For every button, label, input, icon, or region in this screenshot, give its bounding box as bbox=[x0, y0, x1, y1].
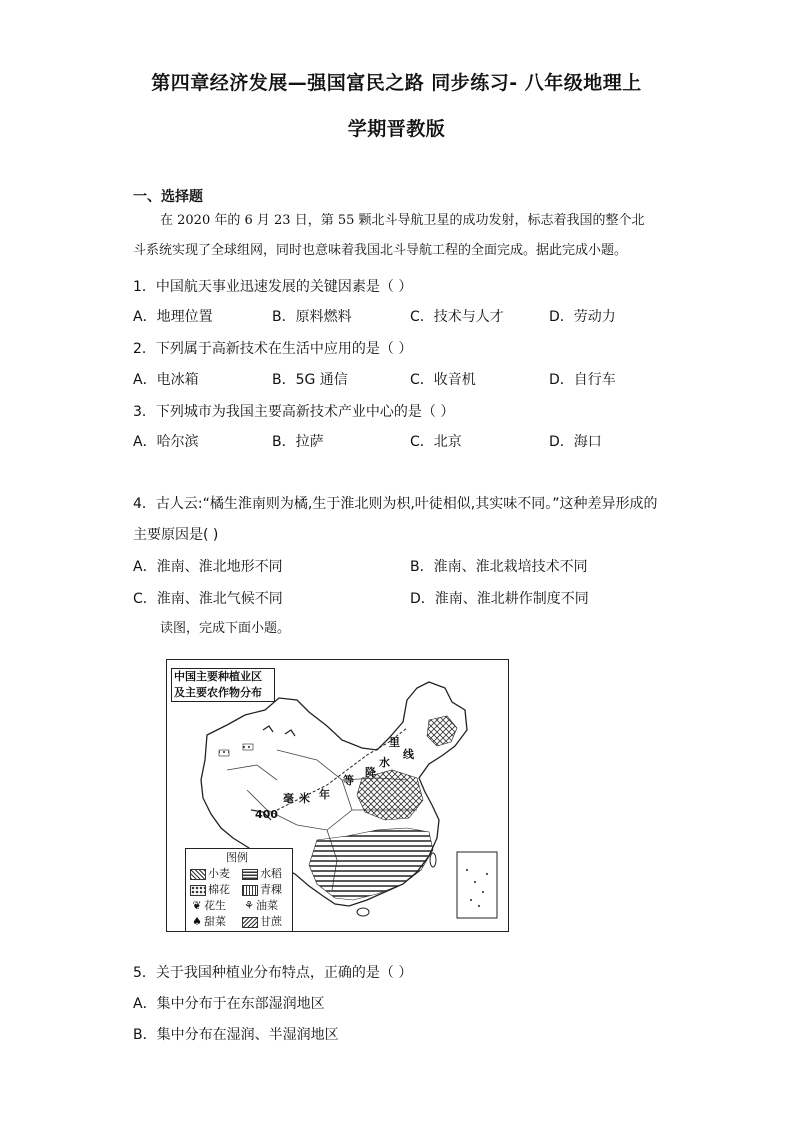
question-1-stem: 1．中国航天事业迅速发展的关键因素是（ ） bbox=[133, 279, 413, 295]
question-4-option-a[interactable]: A．淮南、淮北地形不同 bbox=[133, 559, 283, 575]
legend-sugarcane: 甘蔗 bbox=[242, 913, 282, 929]
legend-highland-barley: 青稞 bbox=[242, 881, 282, 897]
passage-line-2: 斗系统实现了全球组网，同时也意味着我国北斗导航工程的全面完成。据此完成小题。 bbox=[133, 243, 628, 258]
question-3-option-c[interactable]: C．北京 bbox=[410, 434, 462, 450]
peanut-symbol-icon: ❦ bbox=[192, 899, 202, 912]
page-title-line2: 学期晋教版 bbox=[347, 118, 446, 140]
sugar-beet-symbol-icon: ♠ bbox=[192, 915, 202, 928]
map-label-400: 400 bbox=[255, 808, 278, 821]
sugarcane-symbol-icon bbox=[242, 917, 258, 928]
question-5-option-a[interactable]: A．集中分布于在东部湿润地区 bbox=[133, 996, 325, 1012]
map-label-xian: 线 bbox=[403, 748, 414, 761]
question-2-option-b[interactable]: B．5G 通信 bbox=[272, 372, 348, 388]
barley-symbol-icon bbox=[242, 885, 258, 896]
map-label-li: 里 bbox=[389, 736, 400, 749]
question-4-option-b[interactable]: B．淮南、淮北栽培技术不同 bbox=[410, 559, 588, 575]
legend-rapeseed: ⚘ 油菜 bbox=[242, 897, 278, 913]
legend-peanut: ❦ 花生 bbox=[190, 897, 226, 913]
wheat-symbol-icon bbox=[190, 869, 206, 880]
question-2-option-c[interactable]: C．收音机 bbox=[410, 372, 476, 388]
map-title-line-2: 及主要农作物分布 bbox=[174, 686, 262, 699]
cotton-symbol-icon bbox=[190, 885, 206, 896]
question-5-option-b[interactable]: B．集中分布在湿润、半湿润地区 bbox=[133, 1027, 339, 1043]
legend-wheat: 小麦 bbox=[190, 865, 230, 881]
question-3-option-d[interactable]: D．海口 bbox=[549, 434, 602, 450]
question-4-option-c[interactable]: C．淮南、淮北气候不同 bbox=[133, 591, 283, 607]
passage-line-1: 在 2020 年的 6 月 23 日，第 55 颗北斗导航卫星的成功发射，标志着我国的整个北 bbox=[160, 213, 645, 228]
map-title bbox=[171, 668, 275, 702]
section-heading: 一、选择题 bbox=[133, 189, 203, 205]
legend-cotton: 棉花 bbox=[190, 881, 230, 897]
question-1-option-c[interactable]: C．技术与人才 bbox=[410, 309, 504, 325]
map-title-line-1: 中国主要种植业区 bbox=[174, 670, 262, 683]
question-2-option-d[interactable]: D．自行车 bbox=[549, 372, 616, 388]
rice-symbol-icon bbox=[242, 869, 258, 880]
map-legend bbox=[185, 848, 293, 932]
map-label-mi: 米 bbox=[299, 792, 310, 805]
map-label-jiang: 降 bbox=[365, 766, 376, 779]
map-label-deng: 等 bbox=[343, 774, 354, 787]
map-label-shui: 水 bbox=[379, 756, 390, 769]
page-title: 第四章经济发展—强国富民之路 同步练习- 八年级地理上 bbox=[151, 72, 642, 94]
legend-title: 图例 bbox=[226, 851, 248, 864]
question-3-stem: 3．下列城市为我国主要高新技术产业中心的是（ ） bbox=[133, 404, 455, 420]
question-1-option-b[interactable]: B．原料燃料 bbox=[272, 309, 352, 325]
legend-rice: 水稻 bbox=[242, 865, 282, 881]
question-5-stem: 5．关于我国种植业分布特点，正确的是（ ） bbox=[133, 965, 413, 981]
question-1-option-a[interactable]: A．地理位置 bbox=[133, 309, 213, 325]
question-3-option-a[interactable]: A．哈尔滨 bbox=[133, 434, 199, 450]
question-4-stem-line-1: 4．古人云:“橘生淮南则为橘,生于淮北则为枳,叶徒相似,其实味不同。”这种差异形成的 bbox=[133, 496, 658, 512]
crop-distribution-map bbox=[166, 659, 509, 932]
question-2-option-a[interactable]: A．电冰箱 bbox=[133, 372, 199, 388]
question-1-option-d[interactable]: D．劳动力 bbox=[549, 309, 616, 325]
question-4-stem-line-2: 主要原因是( ) bbox=[133, 527, 219, 543]
question-3-option-b[interactable]: B．拉萨 bbox=[272, 434, 324, 450]
rapeseed-symbol-icon: ⚘ bbox=[244, 899, 254, 912]
question-2-stem: 2．下列属于高新技术在生活中应用的是（ ） bbox=[133, 341, 413, 357]
map-label-hao: 毫 bbox=[283, 792, 294, 805]
map-label-nian: 年 bbox=[319, 788, 330, 801]
question-4-option-d[interactable]: D．淮南、淮北耕作制度不同 bbox=[410, 591, 589, 607]
map-intro: 读图，完成下面小题。 bbox=[160, 621, 291, 636]
legend-sugar-beet: ♠ 甜菜 bbox=[190, 913, 226, 929]
